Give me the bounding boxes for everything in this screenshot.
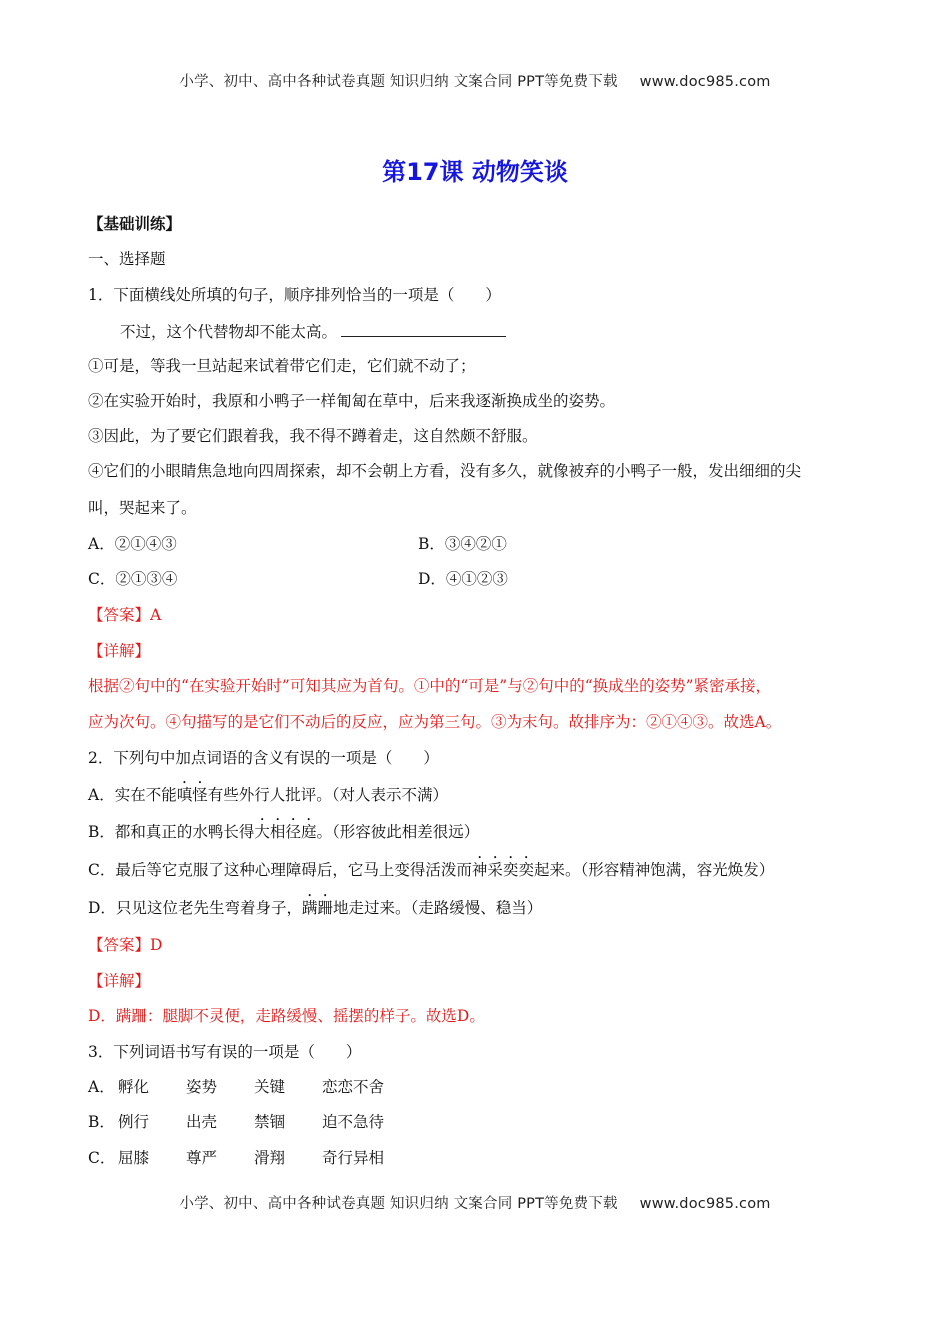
emphasis-dot-char: 怪 xyxy=(192,786,208,804)
footer-text: 小学、初中、高中各种试卷真题 知识归纳 文案合同 PPT等免费下载 xyxy=(179,1196,618,1212)
q2-answer-value: D xyxy=(150,936,163,954)
word: 姿势 xyxy=(186,1078,218,1096)
q3-option-b xyxy=(88,1112,384,1132)
q2-answer-label: 【答案】 xyxy=(88,936,151,954)
q1-item-2: ②在实验开始时，我原和小鸭子一样匍匐在草中，后来我逐渐换成坐的姿势。 xyxy=(88,392,616,410)
q1-given xyxy=(120,320,506,342)
q2-option-a xyxy=(88,785,448,805)
option-label: D． xyxy=(88,899,116,917)
page-footer xyxy=(0,1192,950,1213)
q3-option-c xyxy=(88,1148,384,1168)
emphasis-dot-char: 采 xyxy=(487,861,503,879)
q1-answer xyxy=(88,605,161,625)
q2-explain: D．蹒跚：腿脚不灵便，走路缓慢、摇摆的样子。故选D。 xyxy=(88,1007,485,1025)
option-label: A． xyxy=(88,1078,115,1096)
emphasis-dot-char: 神 xyxy=(471,861,488,879)
q1-option-a: A．②①④③ xyxy=(88,535,177,553)
emphasis-dot-char: 庭 xyxy=(300,823,317,841)
dotted-word xyxy=(177,786,208,804)
option-label: B． xyxy=(88,1113,115,1131)
q1-option-d: D．④①②③ xyxy=(418,570,508,588)
word: 滑翔 xyxy=(254,1149,286,1167)
emphasis-dot-char: 径 xyxy=(285,823,301,841)
option-label: A． xyxy=(88,786,115,804)
emphasis-dot-char: 蹒 xyxy=(301,899,318,917)
q1-explain-2: 应为次句。④句描写的是它们不动后的反应，应为第三句。③为末句。故排序为：②①④③。故选A。 xyxy=(88,713,782,731)
section-heading: 【基础训练】 xyxy=(88,215,182,233)
word: 恋恋不舍 xyxy=(322,1078,385,1096)
option-text: 实在不能 xyxy=(114,786,177,804)
word: 例行 xyxy=(118,1113,150,1131)
option-text: 。（形容彼此相差很远） xyxy=(316,823,480,841)
emphasis-dot-char: 跚 xyxy=(317,899,333,917)
header-text: 小学、初中、高中各种试卷真题 知识归纳 文案合同 PPT等免费下载 xyxy=(179,74,618,90)
option-text: 最后等它克服了这种心理障碍后，它马上变得活泼而 xyxy=(115,861,472,879)
q1-explain-1: 根据②句中的“在实验开始时”可知其应为首句。①中的“可是”与②句中的“换成坐的姿势”紧密承接， xyxy=(88,677,772,695)
q1-item-1: ①可是，等我一旦站起来试着带它们走，它们就不动了； xyxy=(88,357,476,375)
emphasis-dot-char: 奕 xyxy=(502,861,519,879)
q2-stem: 2．下列句中加点词语的含义有误的一项是（ ） xyxy=(88,749,439,767)
option-text: 起来。（形容精神饱满，容光焕发） xyxy=(533,861,775,879)
q2-explain-label: 【详解】 xyxy=(88,972,151,990)
q1-option-c: C．②①③④ xyxy=(88,570,178,588)
option-label: B． xyxy=(88,823,115,841)
word: 屈膝 xyxy=(118,1149,150,1167)
word: 尊严 xyxy=(186,1149,218,1167)
footer-url: www.doc985.com xyxy=(639,1196,771,1212)
page-title: 第17课 动物笑谈 xyxy=(382,158,568,186)
q2-option-d xyxy=(88,898,542,918)
option-text: 都和真正的水鸭长得 xyxy=(114,823,255,841)
q1-given-text: 不过，这个代替物却不能太高。 xyxy=(120,323,338,341)
option-label: C． xyxy=(88,861,116,879)
q1-stem: 1．下面横线处所填的句子，顺序排列恰当的一项是（ ） xyxy=(88,286,501,304)
q2-option-c xyxy=(88,860,774,880)
emphasis-dot-char: 相 xyxy=(269,823,286,841)
q1-item-4: ④它们的小眼睛焦急地向四周探索，却不会朝上方看，没有多久，就像被弃的小鸭子一般，发出细细的尖 xyxy=(88,462,802,480)
q1-item-4-cont: 叫，哭起来了。 xyxy=(88,499,197,517)
word: 迫不急待 xyxy=(322,1113,385,1131)
q1-answer-label: 【答案】 xyxy=(88,606,151,624)
dotted-word xyxy=(472,861,534,879)
word: 孵化 xyxy=(118,1078,150,1096)
q1-explain-label: 【详解】 xyxy=(88,642,151,660)
q1-answer-value: A xyxy=(150,606,162,624)
word: 禁锢 xyxy=(254,1113,286,1131)
dotted-word xyxy=(254,823,316,841)
q3-option-a xyxy=(88,1077,384,1097)
q3-stem: 3．下列词语书写有误的一项是（ ） xyxy=(88,1043,362,1061)
option-text: 地走过来。（走路缓慢、稳当） xyxy=(332,899,543,917)
q1-blank xyxy=(341,320,506,337)
part-heading: 一、选择题 xyxy=(88,250,166,268)
option-label: C． xyxy=(88,1149,116,1167)
q1-option-b: B．③④②① xyxy=(418,535,507,553)
option-text: 只见这位老先生弯着身子， xyxy=(115,899,302,917)
emphasis-dot-char: 嗔 xyxy=(176,786,193,804)
word: 出壳 xyxy=(186,1113,218,1131)
emphasis-dot-char: 奕 xyxy=(518,861,534,879)
q2-option-b xyxy=(88,822,479,842)
q2-answer xyxy=(88,935,162,955)
q1-item-3: ③因此，为了要它们跟着我，我不得不蹲着走，这自然颇不舒服。 xyxy=(88,427,538,445)
word: 奇行异相 xyxy=(322,1149,385,1167)
emphasis-dot-char: 大 xyxy=(254,823,270,841)
option-text: 有些外行人批评。（对人表示不满） xyxy=(207,786,449,804)
header-url: www.doc985.com xyxy=(639,74,771,90)
page-header xyxy=(0,70,950,91)
word: 关键 xyxy=(254,1078,286,1096)
dotted-word xyxy=(302,899,333,917)
